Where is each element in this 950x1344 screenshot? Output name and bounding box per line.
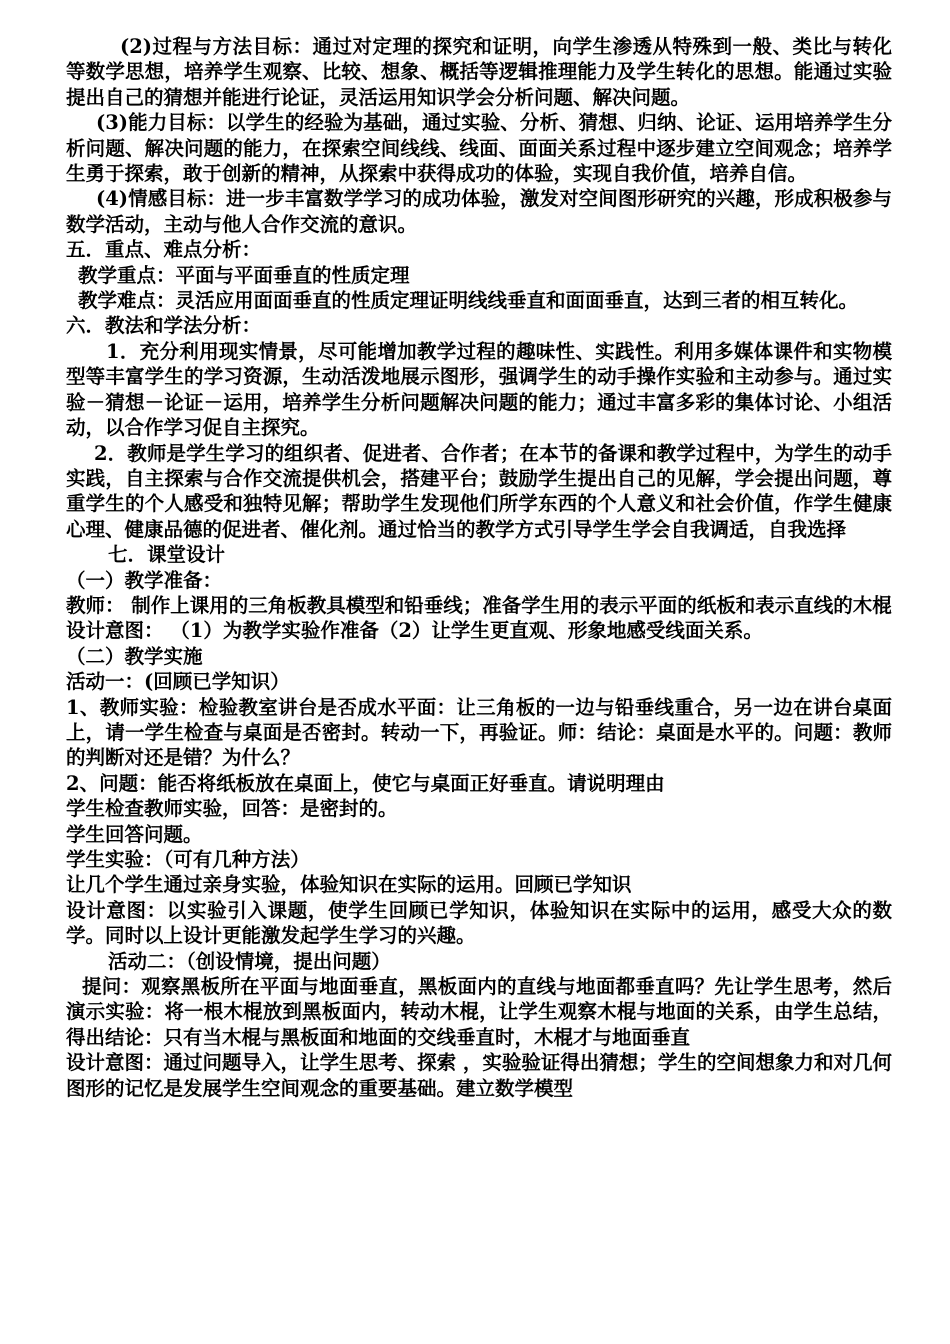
goal-emotion-paragraph: (4)情感目标：进一步丰富数学学习的成功体验，激发对空间图形研究的兴趣，形成积极参与数学活动，主动与他人合作交流的意识。 [66,187,892,236]
method2-paragraph: 2．教师是学生学习的组织者、促进者、合作者；在本节的备课和教学过程中，为学生的动手实践，自主探索与合作交流提供机会，搭建平台；鼓励学生提出自己的见解，学会提出问题，尊重学生的个人感受和独特见解；帮助学生发现他们所学东西的个人意义和社会价值，作学生健康心理、健康品德的促进者、催化剂。通过恰当的教学方式引导学生学会自我调适，自我选择 [66,441,892,541]
prep-intent: 设计意图： （1）为教学实验作准备（2）让学生更直观、形象地感受线面关系。 [66,619,763,643]
key-point: 教学重点：平面与平面垂直的性质定理 [78,263,410,287]
activity1-answer: 学生回答问题。 [66,822,203,846]
prep-teacher: 教师： 制作上课用的三角板教具模型和铅垂线；准备学生用的表示平面的纸板和表示直线的木棍 [66,593,892,617]
activity1-experiment: 学生实验：（可有几种方法） [66,848,310,871]
prep-heading: （一）教学准备： [66,568,223,592]
activity1-heading: 活动一：(回顾已学知识） [66,670,290,694]
activity1-check: 学生检查教师实验，回答：是密封的。 [66,797,398,821]
activity1-intent: 设计意图：以实验引入课题，使学生回顾已学知识，体验知识在实际中的运用，感受大众的数学。同时以上设计更能激发起学生学习的兴趣。 [66,898,892,948]
activity1-item2: 2、问题：能否将纸板放在桌面上，使它与桌面正好垂直。请说明理由 [66,771,665,795]
goal-ability-paragraph: (3)能力目标：以学生的经验为基础，通过实验、分析、猜想、归纳、论证、运用培养学生分析问题、解决问题的能力，在探索空间线线、线面、面面关系过程中逐步建立空间观念；培养学生勇于探索，敢于创新的精神，从探索中获得成功的体验，实现自我价值，培养自信。 [66,111,892,186]
section7-heading: 七．课堂设计 [108,543,226,567]
impl-heading: （二）教学实施 [66,644,203,668]
activity2-intent: 设计意图：通过问题导入，让学生思考、探索 ，实验验证得出猜想；学生的空间想象力和对几何图形的记忆是发展学生空间观念的重要基础。建立数学模型 [66,1051,892,1100]
method1-paragraph: 1．充分利用现实情景，尽可能增加教学过程的趣味性、实践性。利用多媒体课件和实物模型等丰富学生的学习资源，生动活泼地展示图形，强调学生的动手操作实验和主动参与。通过实验－猜想－论证－运用，培养学生分析问题解决问题的能力；通过丰富多彩的集体讨论、小组活动，以合作学习促自主探究。 [66,339,892,440]
document-page [66,34,892,1101]
activity2-heading: 活动二：（创设情境，提出问题） [108,949,391,973]
section5-heading: 五．重点、难点分析： [66,238,262,262]
activity1-item1: 1、教师实验：检验教室讲台是否成水平面：让三角板的一边与铅垂线重合，另一边在讲台桌面上，请一学生检查与桌面是否密封。转动一下，再验证。师：结论：桌面是水平的。问题：教师的判断对还是错？为什么？ [66,695,892,770]
section6-heading: 六．教法和学法分析： [66,314,262,338]
activity2-desc: 提问：观察黑板所在平面与地面垂直，黑板面内的直线与地面都垂直吗？先让学生思考，然后演示实验：将一根木棍放到黑板面内，转动木棍，让学生观察木棍与地面的关系，由学生总结，得出结论：只有当木棍与黑板面和地面的交线垂直时，木棍才与地面垂直 [66,975,892,1049]
goal-process-paragraph: (2)过程与方法目标：通过对定理的探究和证明，向学生渗透从特殊到一般、类比与转化等数学思想，培养学生观察、比较、想象、概括等逻辑推理能力及学生转化的思想。能通过实验提出自己的猜想并能进行论证，灵活运用知识学会分析问题、解决问题。 [66,35,892,109]
activity1-experiment-desc: 让几个学生通过亲身实验，体验知识在实际的运用。回顾已学知识 [66,873,632,897]
difficult-point: 教学难点：灵活应用面面垂直的性质定理证明线线垂直和面面垂直，达到三者的相互转化。 [78,289,859,313]
